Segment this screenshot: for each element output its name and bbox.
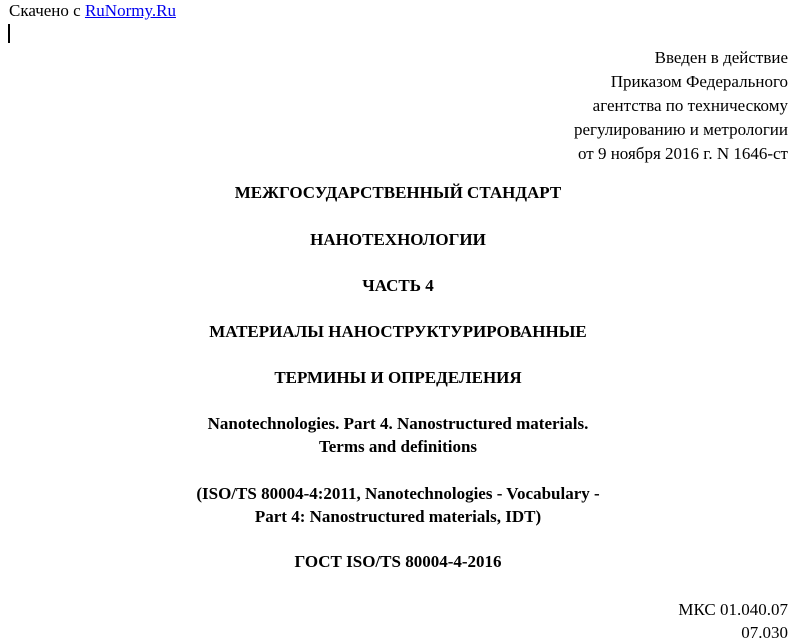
topic-heading: НАНОТЕХНОЛОГИИ <box>310 230 486 249</box>
source-prefix: Скачено с <box>9 1 85 20</box>
english-title <box>0 412 790 458</box>
english-title-line-1: Nanotechnologies. Part 4. Nanostructured materials. <box>207 414 589 433</box>
source-link[interactable]: RuNormy.Ru <box>84 1 176 20</box>
subject-heading: МАТЕРИАЛЫ НАНОСТРУКТУРИРОВАННЫЕ <box>209 322 587 341</box>
iso-reference-line-1: (ISO/TS 80004-4:2011, Nanotechnologies - Vocabulary - <box>196 484 600 503</box>
enactment-note <box>574 46 788 166</box>
english-title-line-2: Terms and definitions <box>318 437 478 456</box>
text-cursor <box>8 24 10 43</box>
section-heading: ТЕРМИНЫ И ОПРЕДЕЛЕНИЯ <box>274 368 522 387</box>
gost-number: ГОСТ ISO/TS 80004-4-2016 <box>294 552 502 571</box>
classification-codes <box>678 598 788 644</box>
iso-reference <box>0 482 790 528</box>
enactment-line-5: от 9 ноября 2016 г. N 1646-ст <box>578 144 788 163</box>
mks-code-line-2: 07.030 <box>741 623 788 642</box>
enactment-line-2: Приказом Федерального <box>610 72 788 91</box>
iso-reference-line-2: Part 4: Nanostructured materials, IDT) <box>254 507 542 526</box>
part-heading: ЧАСТЬ 4 <box>362 276 434 295</box>
mks-code-line-1: МКС 01.040.07 <box>678 600 788 619</box>
enactment-line-1: Введен в действие <box>654 48 788 67</box>
source-line <box>9 0 176 22</box>
enactment-line-3: агентства по техническому <box>592 96 788 115</box>
standard-type-heading: МЕЖГОСУДАРСТВЕННЫЙ СТАНДАРТ <box>234 183 562 202</box>
enactment-line-4: регулированию и метрологии <box>573 120 788 139</box>
